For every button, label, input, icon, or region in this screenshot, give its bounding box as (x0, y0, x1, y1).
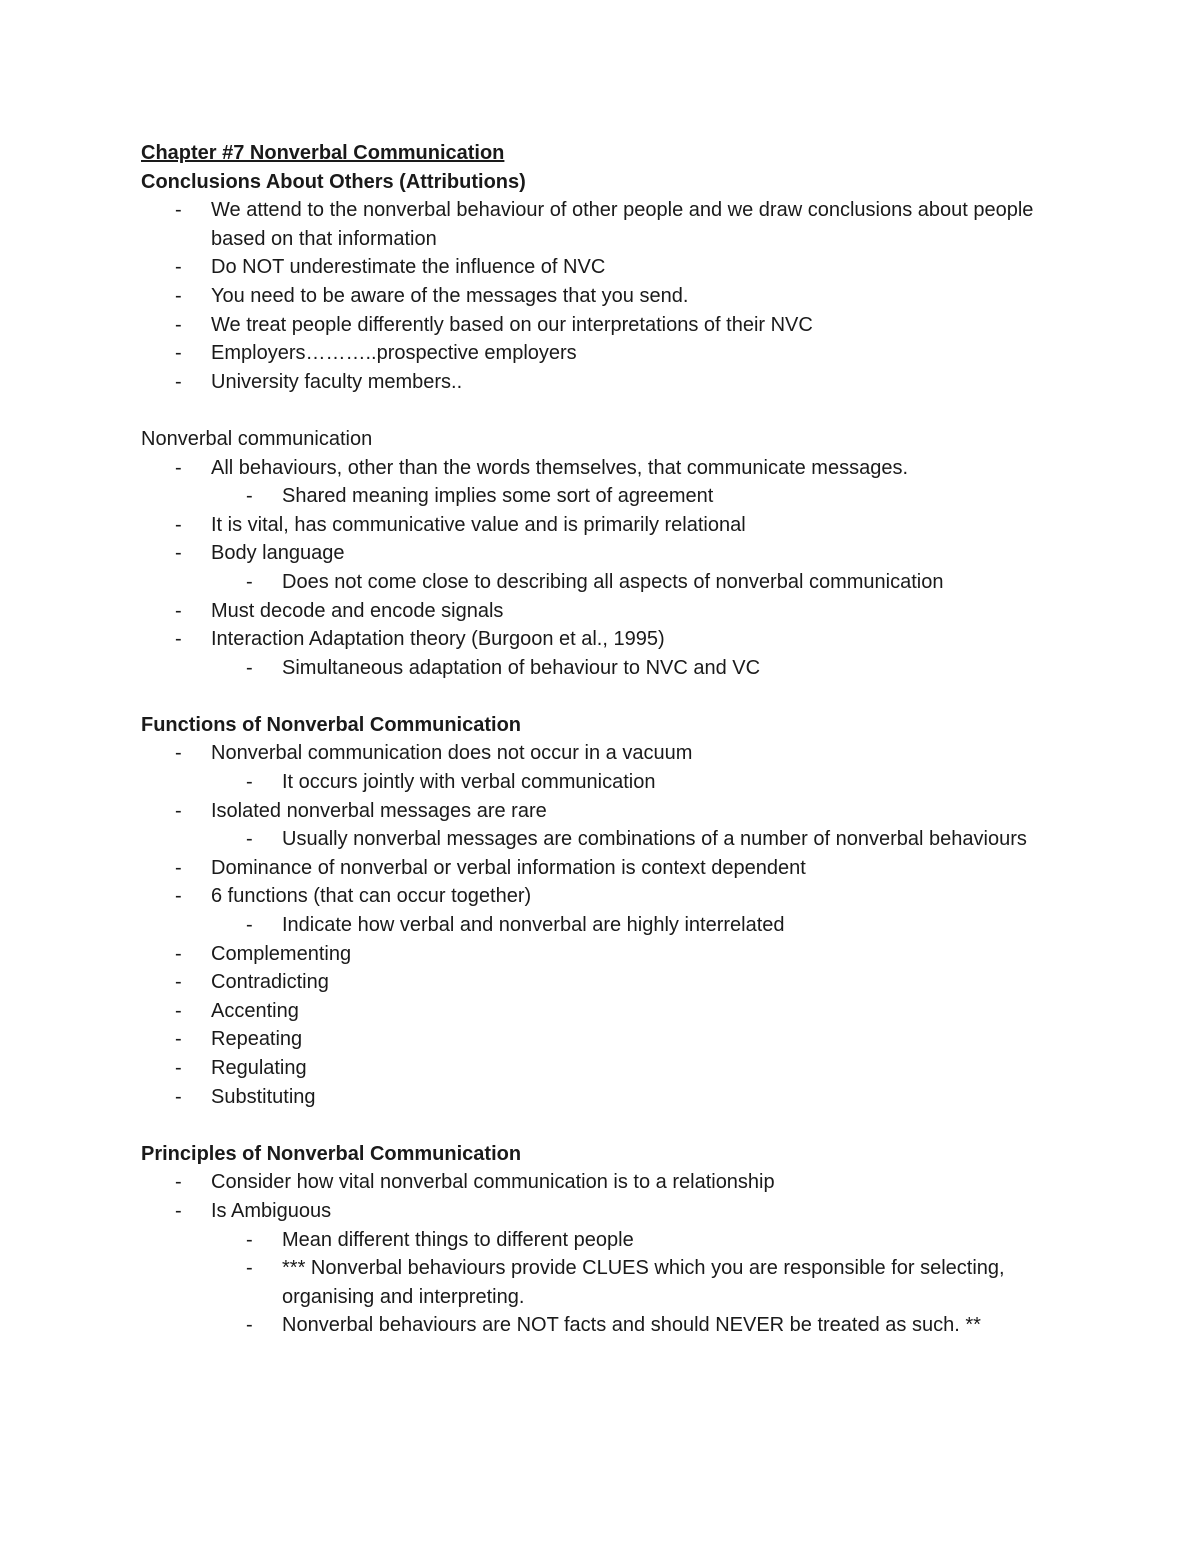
bullet-item (141, 968, 1061, 997)
sub-bullet-text: Indicate how verbal and nonverbal are highly interrelated (282, 914, 785, 937)
bullet-text: Accenting (211, 999, 299, 1022)
bullet-text: Contradicting (211, 971, 329, 994)
bullet-text: You need to be aware of the messages that you send. (211, 284, 689, 307)
section-heading: Nonverbal communication (141, 427, 373, 450)
sub-bullet-item (141, 568, 1061, 597)
section-heading: Conclusions About Others (Attributions) (141, 170, 526, 193)
sub-bullet-item (141, 482, 1061, 511)
section (141, 168, 1061, 397)
sub-bullet-list (141, 825, 1061, 854)
bullet-text: It is vital, has communicative value and is primarily relational (211, 513, 746, 536)
sub-bullet-text: Mean different things to different people (282, 1228, 634, 1251)
bullet-text: We treat people differently based on our interpretations of their NVC (211, 313, 813, 336)
sub-bullet-text: Shared meaning implies some sort of agreement (282, 485, 714, 508)
bullet-item (141, 282, 1061, 311)
sub-bullet-item (141, 1226, 1061, 1255)
bullet-text: Repeating (211, 1028, 303, 1051)
bullet-text: Dominance of nonverbal or verbal information is context dependent (211, 856, 806, 879)
sub-bullet-item (141, 1254, 1061, 1311)
section-heading: Principles of Nonverbal Communication (141, 1142, 522, 1165)
sub-bullet-item (141, 768, 1061, 797)
bullet-text: Body language (211, 542, 345, 565)
section (141, 1140, 1061, 1340)
bullet-text: Regulating (211, 1057, 307, 1079)
bullet-item (141, 511, 1061, 540)
sub-bullet-text: Usually nonverbal messages are combinations of a number of nonverbal behaviours (282, 828, 1027, 851)
bullet-item (141, 539, 1061, 568)
bullet-item (141, 253, 1061, 282)
bullet-item (141, 1054, 1061, 1083)
bullet-item (141, 854, 1061, 883)
sub-bullet-text: *** Nonverbal behaviours provide CLUES which you are responsible for selecting, organising and interpreting. (282, 1257, 1005, 1308)
sub-bullet-list (141, 768, 1061, 797)
sub-bullet-list (141, 568, 1061, 597)
bullet-item (141, 940, 1061, 969)
bullet-text: Is Ambiguous (211, 1199, 332, 1222)
sub-bullet-item (141, 825, 1061, 854)
sub-bullet-text: It occurs jointly with verbal communication (282, 771, 656, 794)
sub-bullet-item (141, 654, 1061, 683)
document-page (141, 139, 1061, 1340)
bullet-text: Employers………..prospective employers (211, 342, 577, 365)
bullet-item (141, 739, 1061, 768)
bullet-text: University faculty members.. (211, 370, 463, 393)
bullet-text: Nonverbal communication does not occur in a vacuum (211, 742, 693, 765)
bullet-list (141, 739, 1061, 1111)
bullet-list (141, 1168, 1061, 1340)
bullet-text: Consider how vital nonverbal communication is to a relationship (211, 1171, 775, 1194)
bullet-item (141, 625, 1061, 654)
bullet-text: Complementing (211, 942, 352, 965)
bullet-list (141, 196, 1061, 396)
bullet-item (141, 882, 1061, 911)
bullet-text: All behaviours, other than the words themselves, that communicate messages. (211, 456, 909, 479)
sub-bullet-list (141, 1226, 1061, 1340)
bullet-item (141, 1168, 1061, 1197)
bullet-item (141, 196, 1061, 253)
section-spacer (141, 1111, 1061, 1140)
sub-bullet-list (141, 911, 1061, 940)
bullet-text: Substituting (211, 1085, 316, 1108)
bullet-text: 6 functions (that can occur together) (211, 885, 532, 908)
bullet-list (141, 454, 1061, 683)
bullet-item (141, 797, 1061, 826)
section-spacer (141, 682, 1061, 711)
sub-bullet-item (141, 1311, 1061, 1340)
section-spacer (141, 396, 1061, 425)
sub-bullet-list (141, 654, 1061, 683)
bullet-item (141, 997, 1061, 1026)
document-sections (141, 168, 1061, 1340)
bullet-item (141, 1025, 1061, 1054)
bullet-text: Must decode and encode signals (211, 599, 504, 622)
bullet-item (141, 368, 1061, 397)
bullet-text: We attend to the nonverbal behaviour of other people and we draw conclusions about people based on that information (211, 199, 1034, 250)
section (141, 711, 1061, 1111)
section (141, 425, 1061, 682)
sub-bullet-text: Nonverbal behaviours are NOT facts and should NEVER be treated as such. ** (282, 1314, 981, 1337)
bullet-text: Isolated nonverbal messages are rare (211, 799, 547, 822)
bullet-text: Interaction Adaptation theory (Burgoon et al., 1995) (211, 628, 665, 651)
bullet-item (141, 1083, 1061, 1112)
sub-bullet-text: Does not come close to describing all aspects of nonverbal communication (282, 570, 944, 593)
sub-bullet-text: Simultaneous adaptation of behaviour to NVC and VC (282, 656, 761, 679)
bullet-item (141, 1197, 1061, 1226)
bullet-item (141, 311, 1061, 340)
page-title: Chapter #7 Nonverbal Communication (141, 142, 505, 164)
bullet-item (141, 454, 1061, 483)
bullet-text: Do NOT underestimate the influence of NVC (211, 256, 606, 279)
bullet-item (141, 597, 1061, 626)
sub-bullet-list (141, 482, 1061, 511)
sub-bullet-item (141, 911, 1061, 940)
bullet-item (141, 339, 1061, 368)
section-heading: Functions of Nonverbal Communication (141, 713, 522, 736)
